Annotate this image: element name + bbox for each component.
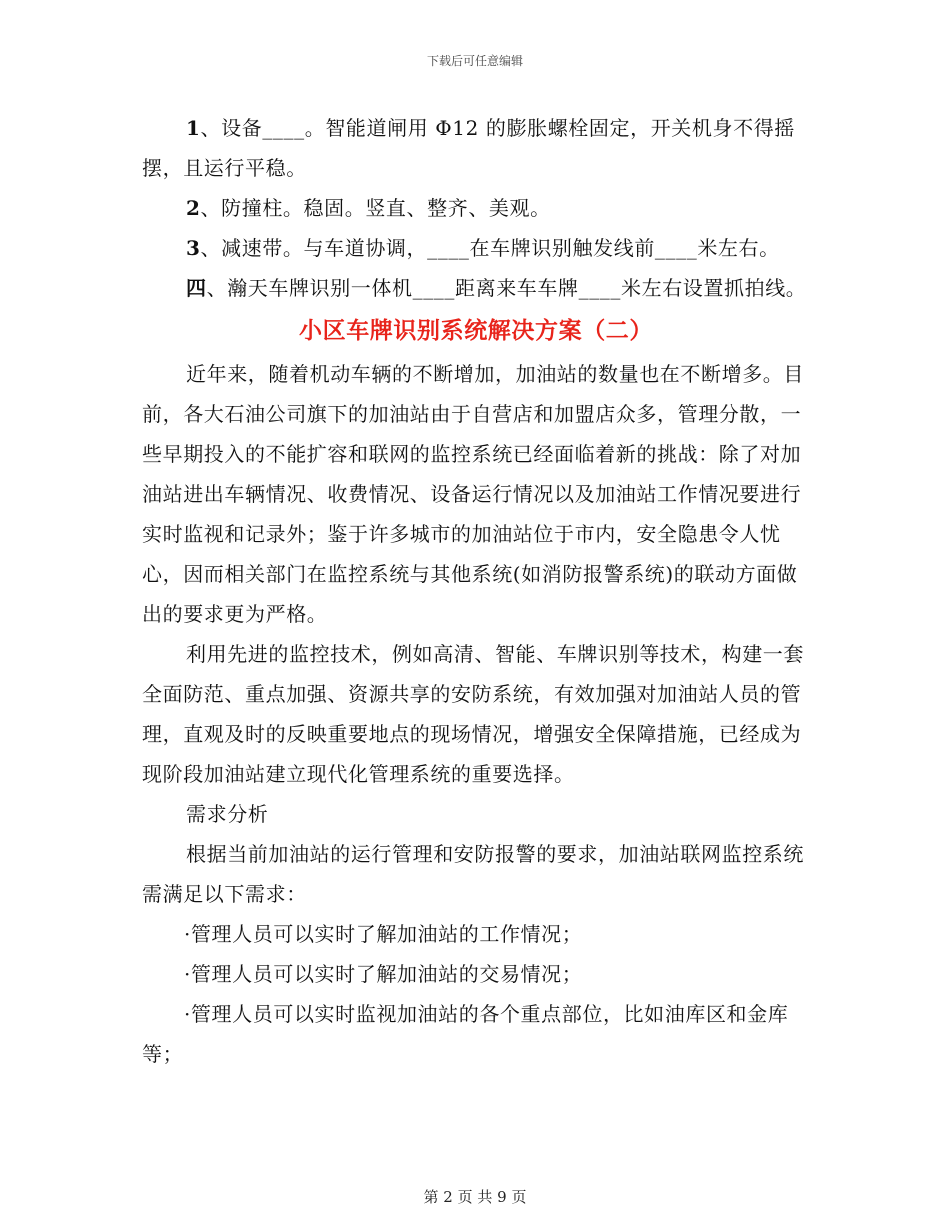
list-item	[142, 188, 810, 228]
bullet-item: ·管理人员可以实时了解加油站的工作情况；	[184, 922, 583, 946]
item-number: 四	[186, 276, 207, 300]
document-body	[142, 108, 810, 1074]
paragraph: 根据当前加油站的运行管理和安防报警的要求，加油站联网监控系统需满足以下需求：	[142, 842, 804, 906]
item-text: 、防撞柱。稳固。竖直、整齐、美观。	[200, 196, 551, 220]
section-title: 小区车牌识别系统解决方案（二）	[299, 317, 653, 344]
bullet-item: ·管理人员可以实时监视加油站的各个重点部位，比如油库区和金库等；	[142, 1002, 789, 1066]
item-number: 3	[186, 236, 201, 260]
item-text: 、瀚天车牌识别一体机____距离来车车牌____米左右设置抓拍线。	[206, 276, 807, 300]
item-number: 1	[186, 116, 201, 140]
item-text: 、减速带。与车道协调，____在车牌识别触发线前____米左右。	[200, 236, 780, 260]
list-item	[142, 268, 810, 308]
page-footer: 第 2 页 共 9 页	[423, 1188, 527, 1206]
list-item	[142, 228, 810, 268]
list-item	[142, 108, 810, 188]
item-number: 2	[186, 196, 201, 220]
item-text: 、设备____。智能道闸用 Φ12 的膨胀螺栓固定，开关机身不得摇摆，且运行平稳。	[142, 116, 795, 180]
paragraph: 近年来，随着机动车辆的不断增加，加油站的数量也在不断增多。目前，各大石油公司旗下的加油站由于自营店和加盟店众多，管理分散，一些早期投入的不能扩容和联网的监控系统已经面临着新的挑战：除了对加油站进出车辆情况、收费情况、设备运行情况以及加油站工作情况要进行实时监视和记录外；鉴于许多城市的加油站位于市内，安全隐患令人忧心，因而相关部门在监控系统与其他系统(如消防报警系统)的联动方面做出的要求更为严格。	[142, 362, 804, 626]
section-heading: 需求分析	[186, 802, 269, 826]
page-header: 下载后可任意编辑	[426, 54, 523, 68]
bullet-item: ·管理人员可以实时了解加油站的交易情况；	[184, 962, 583, 986]
paragraph: 利用先进的监控技术，例如高清、智能、车牌识别等技术，构建一套全面防范、重点加强、资源共享的安防系统，有效加强对加油站人员的管理，直观及时的反映重要地点的现场情况，增强安全保障措施，已经成为现阶段加油站建立现代化管理系统的重要选择。	[142, 642, 804, 786]
